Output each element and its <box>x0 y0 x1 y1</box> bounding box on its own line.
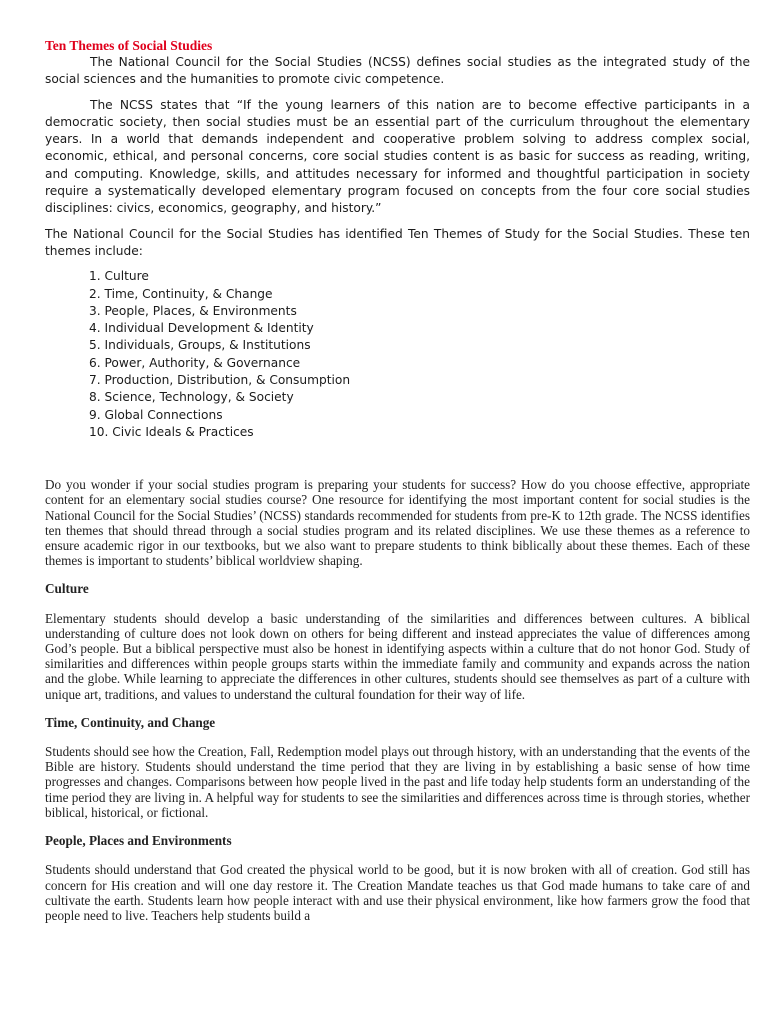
list-item: 3. People, Places, & Environments <box>89 303 297 318</box>
page-title: Ten Themes of Social Studies <box>45 38 213 53</box>
list-item: 7. Production, Distribution, & Consumption <box>89 373 351 388</box>
list-item: 8. Science, Technology, & Society <box>89 390 294 405</box>
intro-paragraph-3: The National Council for the Social Studies has identified Ten Themes of Study for the Social Studies. These ten themes include: <box>45 226 750 258</box>
article-section <box>45 477 750 923</box>
list-item: 10. Civic Ideals & Practices <box>89 424 254 439</box>
article-intro: Do you wonder if your social studies program is preparing your students for success? How do you choose effective, appropriate content for an elementary social studies course? One resource for identifying the most important content for social studies is the National Council for the Social Studies’ (NCSS) standards recommended for students from pre-K to 12th grade. The NCSS identifies ten themes that should thread through a social studies program and its related disciplines. We use these themes as a reference to ensure academic rigor in our textbooks, but we also want to prepare students to think biblically about these themes. Each of these themes is important to students’ biblical worldview shaping. <box>45 477 750 569</box>
section-heading-people-places-environments: People, Places and Environments <box>45 833 232 849</box>
intro-paragraph-2: The NCSS states that “If the young learners of this nation are to become effective participants in a democratic society, then social studies must be an essential part of the curriculum throughout the elementary years. In a world that demands independent and cooperative problem solving to address complex social, economic, ethical, and personal concerns, core social studies content is as basic for success as reading, writing, and computing. Knowledge, skills, and attitudes necessary for informed and thoughtful participation in society require a systematically developed elementary program focused on concepts from the four core social studies disciplines: civics, economics, geography, and history.” <box>45 97 750 216</box>
intro-paragraph-1: The National Council for the Social Studies (NCSS) defines social studies as the integrated study of the social sciences and the humanities to promote civic competence. <box>45 55 750 87</box>
list-item: 9. Global Connections <box>89 407 223 422</box>
list-item: 1. Culture <box>89 269 149 284</box>
list-item: 4. Individual Development & Identity <box>89 321 314 336</box>
section-body-time-continuity-change: Students should see how the Creation, Fall, Redemption model plays out through history, with an understanding that the events of the Bible are history. Students should understand the time period that they are living in by establishing a basic sense of how time progresses and changes. Comparisons between how people lived in the past and life today help students form an understanding of the time period they are living in. A helpful way for students to see the similarities and differences across time is through stories, whether biblical, historical, or fictional. <box>45 744 750 820</box>
list-item: 6. Power, Authority, & Governance <box>89 355 301 370</box>
list-item: 5. Individuals, Groups, & Institutions <box>89 338 311 353</box>
intro-section <box>45 38 750 441</box>
themes-list <box>45 268 750 441</box>
section-body-culture: Elementary students should develop a basic understanding of the similarities and differences between cultures. A biblical understanding of culture does not look down on others for being different and instead appreciates the value of differences among God’s people. But a biblical perspective must also be honest in identifying aspects within a culture that do not honor God. Study of similarities and differences within people groups starts within the immediate family and community and expands across the nation and the globe. While learning to appreciate the differences in other cultures, students should see themselves as part of a culture with unique art, traditions, and values to understand the cultural foundation for their way of life. <box>45 610 750 702</box>
section-heading-culture: Culture <box>45 581 89 597</box>
section-body-people-places-environments: Students should understand that God created the physical world to be good, but it is now broken with all of creation. God still has concern for His creation and will one day restore it. The Creation Mandate teaches us that God made humans to take care of and cultivate the earth. Students learn how people interact with and use their physical environment, like how farmers grow the food that people need to live. Teachers help students build a <box>45 862 750 923</box>
list-item: 2. Time, Continuity, & Change <box>89 286 273 301</box>
section-heading-time-continuity-change: Time, Continuity, and Change <box>45 714 216 730</box>
